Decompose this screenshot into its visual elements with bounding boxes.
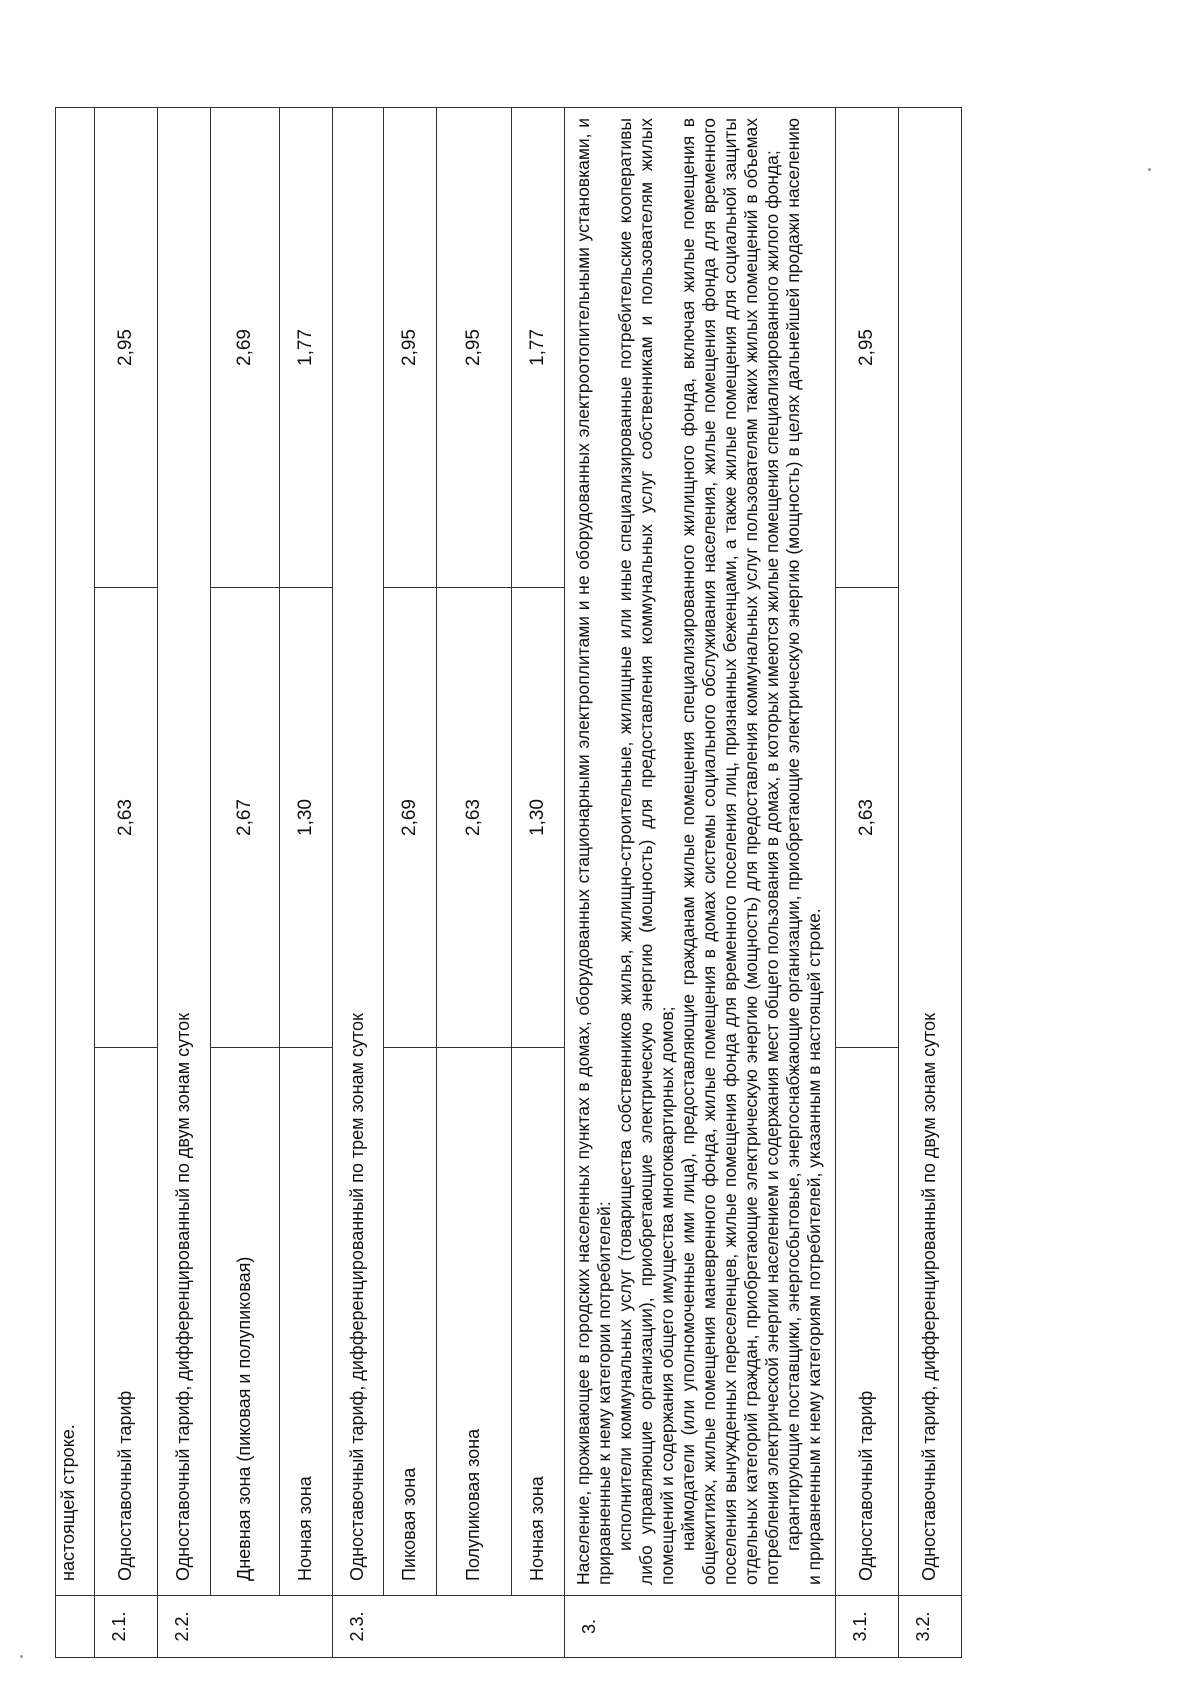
tariff-zone-name: Дневная зона (пиковая и полупиковая) [211, 1048, 280, 1596]
row-number: 2.3. [333, 1596, 565, 1658]
row-number: 2.2. [158, 1596, 333, 1658]
tariff-group-header: Одноставочный тариф, дифференцированный по двум зонам суток [899, 107, 962, 1595]
tariff-value-2: 1,77 [512, 107, 565, 587]
description-paragraph: наймодатели (или уполномоченные ими лица), предоставляющие гражданам жилые помещения специализированного жилищного фонда, включая жилые помещения в общежитиях, жилые помещения маневренного фонда, жилые помещения в домах системы социального обслуживания населения, жилые помещения фонда для временного поселения вынужденных переселенцев, жилые помещения фонда для временного поселения лиц, признанных беженцами, а также жилые помещения для социальной защиты отдельных категорий граждан, приобретающие электрическую энергию (мощность) для предоставления коммунальных услуг пользователям таких жилых помещений в объемах потребления электрической энергии населением и содержания мест общего пользования в домах, в которых имеются жилые помещения специализированного жилого фонда; [678, 117, 782, 1585]
row-number: 3.2. [899, 1596, 962, 1658]
tariff-value-2: 2,95 [384, 107, 437, 587]
rotated-document-page [55, 108, 1085, 1658]
tariff-group-header: Одноставочный тариф, дифференцированный по двум зонам суток [158, 107, 211, 1595]
table-row [836, 107, 899, 1657]
tariff-value-1: 2,69 [384, 588, 437, 1048]
tariff-value-2: 1,77 [280, 107, 333, 587]
table-row [437, 107, 512, 1657]
table-row [899, 107, 962, 1657]
tariff-zone-name: Ночная зона [512, 1048, 565, 1596]
tariff-zone-name: Пиковая зона [384, 1048, 437, 1596]
row-number-cell [56, 1596, 95, 1658]
description-paragraph: исполнители коммунальных услуг (товарищества собственников жилья, жилищно-строительные, жилищные или иные специализированные потребительские кооперативы либо управляющие организации), приобретающие электрическую энергию (мощность) для предоставления коммунальных услуг собственникам и пользователям жилых помещений и содержания общего имущества многоквартирных домов; [615, 117, 677, 1585]
tariff-value-2: 2,95 [836, 107, 899, 587]
tariff-group-header: Одноставочный тариф, дифференцированный по трем зонам суток [333, 107, 384, 1595]
tariff-name: Одноставочный тариф [836, 1048, 899, 1596]
tariff-value-2: 2,95 [437, 107, 512, 587]
tariff-value-2: 2,69 [211, 107, 280, 587]
tariff-name: Одноставочный тариф [95, 1048, 158, 1596]
table-row [95, 107, 158, 1657]
tariff-value-1: 2,63 [836, 588, 899, 1048]
tariff-value-1: 2,67 [211, 588, 280, 1048]
table-row [211, 107, 280, 1657]
tariff-value-1: 1,30 [512, 588, 565, 1048]
tariff-value-1: 2,63 [95, 588, 158, 1048]
row-number: 2.1. [95, 1596, 158, 1658]
scan-dust-mark [1148, 168, 1151, 171]
row-number: 3. [565, 1596, 836, 1658]
row-number: 3.1. [836, 1596, 899, 1658]
continuation-text: настоящей строке. [56, 107, 95, 1595]
table-row [512, 107, 565, 1657]
consumer-category-description [565, 107, 836, 1595]
description-paragraph: Население, проживающее в городских населенных пунктах в домах, оборудованных стационарными электроплитами и не оборудованных электроотопительными установками, и приравненные к нему категории потребителей: [573, 117, 614, 1585]
tariff-zone-name: Полупиковая зона [437, 1048, 512, 1596]
tariff-value-1: 2,63 [437, 588, 512, 1048]
tariff-zone-name: Ночная зона [280, 1048, 333, 1596]
tariff-value-2: 2,95 [95, 107, 158, 587]
table-row [384, 107, 437, 1657]
table-row [158, 107, 211, 1657]
tariff-value-1: 1,30 [280, 588, 333, 1048]
table-row [280, 107, 333, 1657]
description-paragraph: гарантирующие поставщики, энергосбытовые, энергоснабжающие организации, приобретающие электрическую энергию (мощность) в целях дальнейшей продажи населению и приравненным к нему категориям потребителей, указанным в настоящей строке. [783, 117, 824, 1585]
table-row [565, 107, 836, 1657]
scan-dust-mark [20, 1655, 23, 1658]
tariff-table [55, 107, 962, 1658]
table-row [333, 107, 384, 1657]
table-row [56, 107, 95, 1657]
